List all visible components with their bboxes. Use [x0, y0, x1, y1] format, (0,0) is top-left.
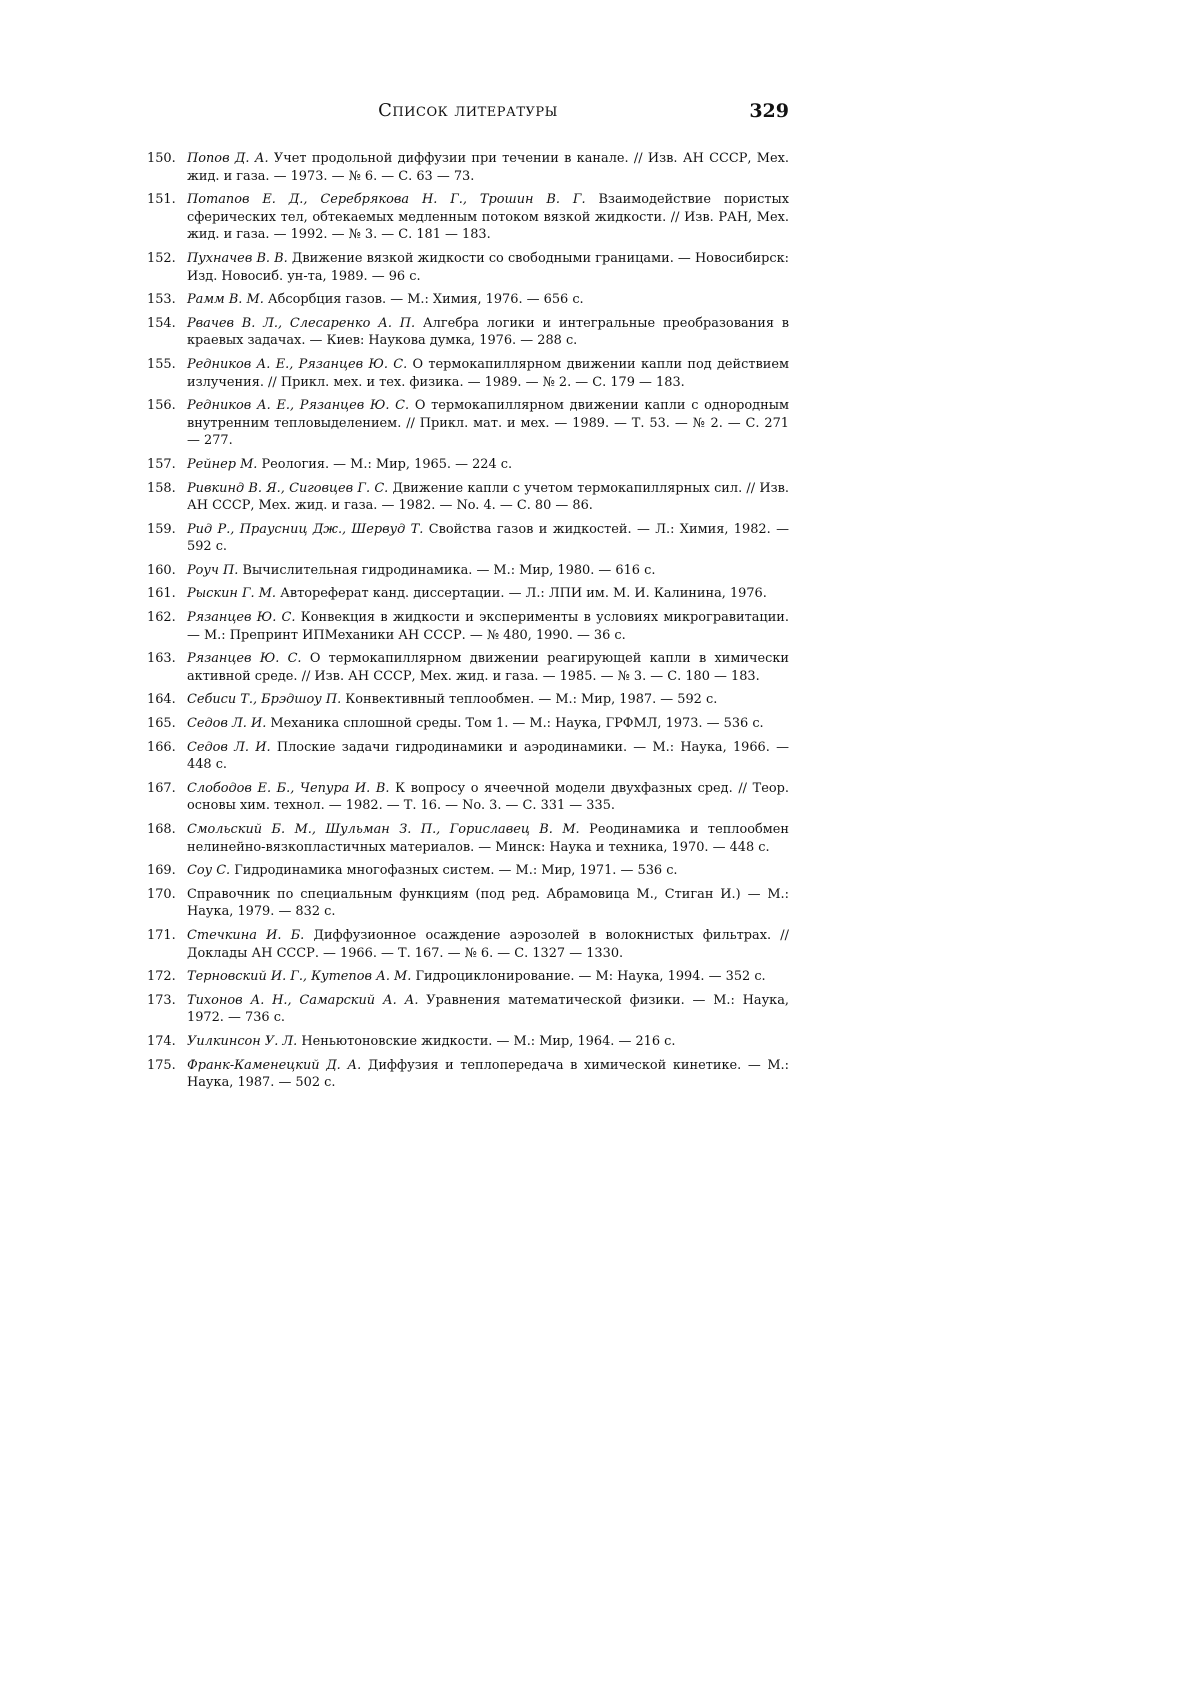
reference-number: 153. [147, 292, 176, 308]
running-title: Список литературы [378, 100, 558, 121]
reference-number: 175. [147, 1057, 176, 1073]
reference-number: 174. [147, 1033, 176, 1049]
reference-details: Диффузия и теплопередача в химической кинетике. — М.: Наука, 1987. — 502 с. [187, 1057, 789, 1091]
reference-item [147, 1057, 789, 1092]
reference-text [187, 315, 789, 350]
reference-details: Движение капли с учетом термокапиллярных сил. // Изв. АН СССР, Мех. жид. и газа. — 1982. — No. 4. — С. 80 — 86. [187, 480, 789, 514]
reference-text [187, 739, 789, 774]
reference-details: К вопросу о ячеечной модели двухфазных сред. // Теор. основы хим. технол. — 1982. — Т. 16. — No. 3. — С. 331 — 335. [187, 780, 789, 814]
reference-authors: Попов Д. А. [187, 151, 269, 166]
reference-item [147, 927, 789, 962]
reference-item [147, 691, 789, 709]
reference-item [147, 397, 789, 450]
reference-details: Неньютоновские жидкости. — М.: Мир, 1964. — 216 с. [297, 1033, 676, 1049]
reference-text [187, 862, 789, 880]
reference-authors: Смольский Б. М., Шульман З. П., Гориславец В. М. [187, 822, 580, 837]
reference-text [187, 1057, 789, 1092]
reference-details: Реодинамика и теплообмен нелинейно-вязкопластичных материалов. — Минск: Наука и техника, 1970. — 448 с. [187, 822, 790, 855]
reference-number: 170. [147, 886, 176, 902]
reference-number: 166. [147, 739, 176, 755]
reference-text [187, 780, 789, 815]
reference-authors: Рыскин Г. М. [187, 586, 277, 602]
reference-text [187, 562, 789, 580]
reference-authors: Слободов Е. Б., Чепура И. В. [187, 780, 390, 796]
reference-details: Учет продольной диффузии при течении в канале. // Изв. АН СССР, Мех. жид. и газа. — 1973. — № 6. — С. 63 — 73. [187, 151, 790, 184]
reference-details: О термокапиллярном движении реагирующей капли в химически активной среде. // Изв. АН СССР, Мех. жид. и газа. — 1985. — № 3. — С. 180 — 183. [187, 651, 789, 684]
reference-authors: Рязанцев Ю. С. [187, 651, 302, 667]
reference-details: Взаимодействие пористых сферических тел, обтекаемых медленным потоком вязкой жидкости. // Изв. РАН, Мех. жид. и газа. — 1992. — № 3. — С. 181 — 183. [187, 192, 790, 243]
reference-number: 168. [147, 822, 176, 837]
reference-item [147, 562, 789, 580]
reference-number: 159. [147, 521, 176, 537]
reference-text [187, 650, 789, 685]
reference-text [187, 521, 789, 556]
reference-details: Алгебра логики и интегральные преобразования в краевых задачах. — Киев: Наукова думка, 1976. — 288 с. [187, 315, 789, 349]
reference-text [187, 150, 789, 185]
reference-number: 158. [147, 480, 176, 496]
reference-authors: Соу С. [187, 863, 231, 879]
reference-item [147, 150, 789, 185]
reference-number: 163. [147, 651, 176, 667]
reference-item [147, 1033, 789, 1051]
reference-item [147, 356, 789, 391]
page-number: 329 [749, 100, 789, 122]
reference-authors: Седов Л. И. [187, 716, 267, 732]
reference-item [147, 739, 789, 774]
reference-number: 169. [147, 863, 176, 879]
reference-item [147, 862, 789, 880]
reference-authors: Редников А. Е., Рязанцев Ю. С. [187, 356, 408, 372]
reference-authors: Терновский И. Г., Кутепов А. М. [187, 969, 412, 985]
reference-text [187, 821, 789, 856]
reference-details: Плоские задачи гидродинамики и аэродинамики. — М.: Наука, 1966. — 448 с. [187, 739, 789, 773]
reference-details: Реология. — М.: Мир, 1965. — 224 с. [257, 456, 513, 472]
reference-item [147, 650, 789, 685]
reference-number: 162. [147, 610, 176, 626]
reference-details: О термокапиллярном движении капли с однородным внутренним тепловыделением. // Прикл. мат. и мех. — 1989. — Т. 53. — № 2. — С. 271 — 277. [187, 398, 789, 449]
reference-details: Справочник по специальным функциям (под ред. Абрамовица М., Стиган И.) — М.: Наука, 1979. — 832 с. [187, 886, 789, 920]
reference-number: 152. [147, 250, 176, 266]
reference-number: 165. [147, 716, 176, 732]
reference-item [147, 456, 789, 474]
reference-item [147, 992, 789, 1027]
reference-number: 150. [147, 151, 176, 166]
reference-details: Автореферат канд. диссертации. — Л.: ЛПИ им. М. И. Калинина, 1976. [276, 586, 767, 602]
reference-number: 155. [147, 356, 176, 372]
reference-number: 154. [147, 315, 176, 331]
reference-details: Абсорбция газов. — М.: Химия, 1976. — 656 с. [263, 292, 584, 308]
reference-item [147, 780, 789, 815]
reference-authors: Седов Л. И. [187, 739, 271, 755]
reference-authors: Рязанцев Ю. С. [187, 610, 296, 626]
reference-number: 157. [147, 456, 176, 472]
reference-authors: Франк-Каменецкий Д. А. [187, 1057, 362, 1073]
reference-item [147, 886, 789, 921]
reference-details: О термокапиллярном движении капли под действием излучения. // Прикл. мех. и тех. физика. — 1989. — № 2. — С. 179 — 183. [187, 356, 789, 390]
reference-number: 151. [147, 192, 176, 208]
page-header [147, 100, 789, 126]
reference-text [187, 250, 789, 285]
reference-text [187, 291, 789, 309]
reference-authors: Роуч П. [187, 562, 239, 578]
reference-details: Движение вязкой жидкости со свободными границами. — Новосибирск: Изд. Новосиб. ун-та, 1989. — 96 с. [187, 250, 789, 284]
reference-number: 173. [147, 992, 176, 1008]
reference-item [147, 521, 789, 556]
reference-details: Свойства газов и жидкостей. — Л.: Химия, 1982. — 592 с. [187, 521, 789, 555]
reference-authors: Рейнер М. [187, 456, 258, 472]
reference-item [147, 480, 789, 515]
reference-authors: Пухначев В. В. [187, 250, 288, 266]
reference-item [147, 968, 789, 986]
reference-text [187, 886, 789, 921]
reference-text [187, 480, 789, 515]
reference-text [187, 968, 789, 986]
reference-authors: Рвачев В. Л., Слесаренко А. П. [187, 315, 416, 331]
reference-authors: Стечкина И. Б. [187, 927, 305, 943]
reference-item [147, 291, 789, 309]
reference-text [187, 715, 789, 733]
reference-authors: Ривкинд В. Я., Сиговцев Г. С. [187, 480, 389, 496]
reference-number: 160. [147, 562, 176, 578]
reference-details: Уравнения математической физики. — М.: Наука, 1972. — 736 с. [187, 992, 790, 1026]
reference-authors: Рамм В. М. [187, 292, 264, 308]
reference-text [187, 1033, 789, 1051]
reference-authors: Рид Р., Праусниц Дж., Шервуд Т. [187, 521, 424, 537]
reference-text [187, 356, 789, 391]
reference-number: 167. [147, 780, 176, 796]
reference-item [147, 715, 789, 733]
reference-text [187, 992, 789, 1027]
reference-details: Диффузионное осаждение аэрозолей в волокнистых фильтрах. // Доклады АН СССР. — 1966. — Т. 167. — № 6. — С. 1327 — 1330. [187, 927, 789, 961]
reference-number: 172. [147, 969, 176, 985]
reference-details: Конвективный теплообмен. — М.: Мир, 1987. — 592 с. [341, 692, 718, 708]
reference-item [147, 609, 789, 644]
reference-details: Гидродинамика многофазных систем. — М.: Мир, 1971. — 536 с. [230, 863, 678, 879]
reference-authors: Тихонов А. Н., Самарский А. А. [187, 992, 419, 1008]
reference-details: Конвекция в жидкости и эксперименты в условиях микрогравитации. — М.: Препринт ИПМеханики АН СССР. — № 480, 1990. — 36 с. [187, 610, 789, 643]
reference-item [147, 821, 789, 856]
reference-authors: Себиси Т., Брэдшоу П. [187, 692, 342, 708]
reference-number: 161. [147, 586, 176, 602]
reference-number: 171. [147, 927, 176, 943]
reference-number: 156. [147, 398, 176, 414]
reference-authors: Уилкинсон У. Л. [187, 1033, 298, 1049]
reference-text [187, 585, 789, 603]
reference-text [187, 691, 789, 709]
reference-text [187, 191, 789, 244]
reference-authors: Редников А. Е., Рязанцев Ю. С. [187, 398, 410, 414]
reference-item [147, 191, 789, 244]
reference-list [147, 150, 789, 1098]
reference-item [147, 250, 789, 285]
reference-text [187, 397, 789, 450]
reference-item [147, 585, 789, 603]
reference-item [147, 315, 789, 350]
reference-details: Механика сплошной среды. Том 1. — М.: Наука, ГРФМЛ, 1973. — 536 с. [266, 716, 764, 732]
reference-number: 164. [147, 692, 176, 708]
reference-text [187, 456, 789, 474]
reference-authors: Потапов Е. Д., Серебрякова Н. Г., Трошин В. Г. [187, 192, 586, 208]
reference-text [187, 927, 789, 962]
reference-details: Гидроциклонирование. — М: Наука, 1994. — 352 с. [411, 969, 766, 985]
reference-details: Вычислительная гидродинамика. — М.: Мир, 1980. — 616 с. [238, 562, 656, 578]
reference-text [187, 609, 789, 644]
